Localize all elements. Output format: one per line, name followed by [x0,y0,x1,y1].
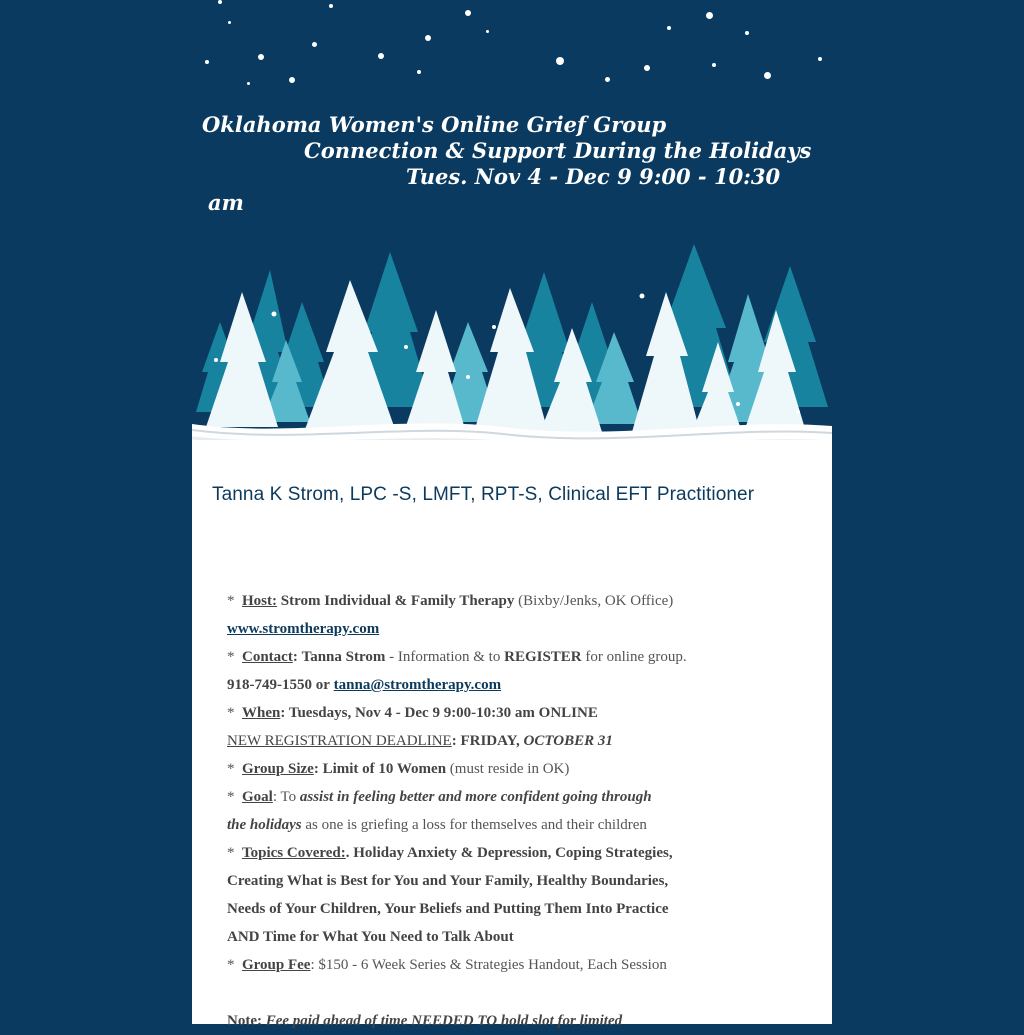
star [818,57,822,61]
contact-text-2: for online group. [585,649,687,665]
size-label: Group Size [242,761,314,777]
website-link[interactable]: www.stromtherapy.com [227,621,380,637]
fee-line [227,951,817,979]
star [465,10,471,16]
contact-line: * Contact: Tanna Strom - Information & to REGISTER for online group. [227,649,687,665]
contact-text: - Information & to [389,649,501,665]
star [329,4,333,8]
star [218,0,222,4]
host-location: (Bixby/Jenks, OK Office) [518,593,674,609]
when-label: When [242,705,281,721]
title-line-1: Oklahoma Women's Online Grief Group [202,112,667,137]
fee-label: Group Fee [242,957,311,973]
goal-line [227,783,817,811]
star [228,21,231,24]
title-line-3: Tues. Nov 4 - Dec 9 9:00 - 10:30 [406,164,781,189]
goal-label: Goal [242,789,273,805]
deadline-day: : FRIDAY, [451,733,520,749]
star [417,70,421,74]
star [205,60,209,64]
star [312,42,317,47]
bullet: * [227,789,235,805]
star [764,72,771,79]
phone-number: 918-749-1550 or [227,677,330,693]
size-note: (must reside in OK) [449,761,570,777]
bullet: * [227,845,235,861]
spacer [227,979,817,1007]
host-line [227,587,817,615]
deadline-line [227,727,817,755]
star [706,12,713,19]
note-text: Fee paid ahead of time NEEDED TO hold slot for limited [265,1013,623,1029]
deadline-label: NEW REGISTRATION DEADLINE [227,733,452,749]
star [644,65,650,71]
goal-to: : To [272,789,297,805]
register-text: REGISTER [504,649,582,665]
topics-text-1: . Holiday Anxiety & Depression, Coping Strategies, [345,845,673,861]
bullet: * [227,761,235,777]
phone-email-line [227,671,817,699]
topics-line [227,839,817,867]
note-label: Note: [227,1013,262,1029]
bullet: * [227,705,235,721]
bullet: * [227,593,235,609]
topics-line-4: AND Time for What You Need to Talk About [227,929,514,945]
goal-rest: as one is griefing a loss for themselves and their children [305,817,647,833]
bullet: * [227,649,235,665]
star [289,77,295,83]
star [258,54,264,60]
topics-line-2: Creating What is Best for You and Your Family, Healthy Boundaries, [227,873,669,889]
host-label: Host: [242,593,277,609]
contact-name: Tanna Strom [301,649,386,665]
website-line [227,615,817,643]
email-link[interactable]: tanna@stromtherapy.com [333,677,502,693]
title-line-4: am [208,190,244,215]
star [605,77,610,82]
author-credentials: Tanna K Strom, LPC -S, LMFT, RPT-S, Clinical EFT Practitioner [212,484,755,505]
when-line [227,699,817,727]
bullet: * [227,957,235,973]
star [425,35,431,41]
size-value: : Limit of 10 Women [313,761,447,777]
star [667,26,671,30]
star [378,53,384,59]
star [556,57,564,65]
goal-emphasis: assist in feeling better and more confident going through [299,789,652,805]
details-card [192,440,832,1029]
topics-label: Topics Covered: [242,845,346,861]
contact-label: Contact [242,649,293,665]
winter-trees-illustration [192,232,832,464]
star [247,82,250,85]
flyer [192,0,832,1029]
topics-line-3: Needs of Your Children, Your Beliefs and Putting Them Into Practice [227,901,669,917]
goal-line-2 [227,811,817,839]
event-details [227,587,817,1035]
star [486,30,489,33]
when-value: : Tuesdays, Nov 4 - Dec 9 9:00-10:30 am ONLINE [280,705,598,721]
deadline-date: OCTOBER 31 [523,733,613,749]
host-name: Strom Individual & Family Therapy [280,593,515,609]
note-line [227,1007,817,1035]
fee-value: : $150 - 6 Week Series & Strategies Handout, Each Session [310,957,667,973]
title-line-2: Connection & Support During the Holidays [304,138,812,163]
goal-emphasis-2: the holidays [227,817,302,833]
size-line [227,755,817,783]
star [712,63,716,67]
star [745,31,749,35]
